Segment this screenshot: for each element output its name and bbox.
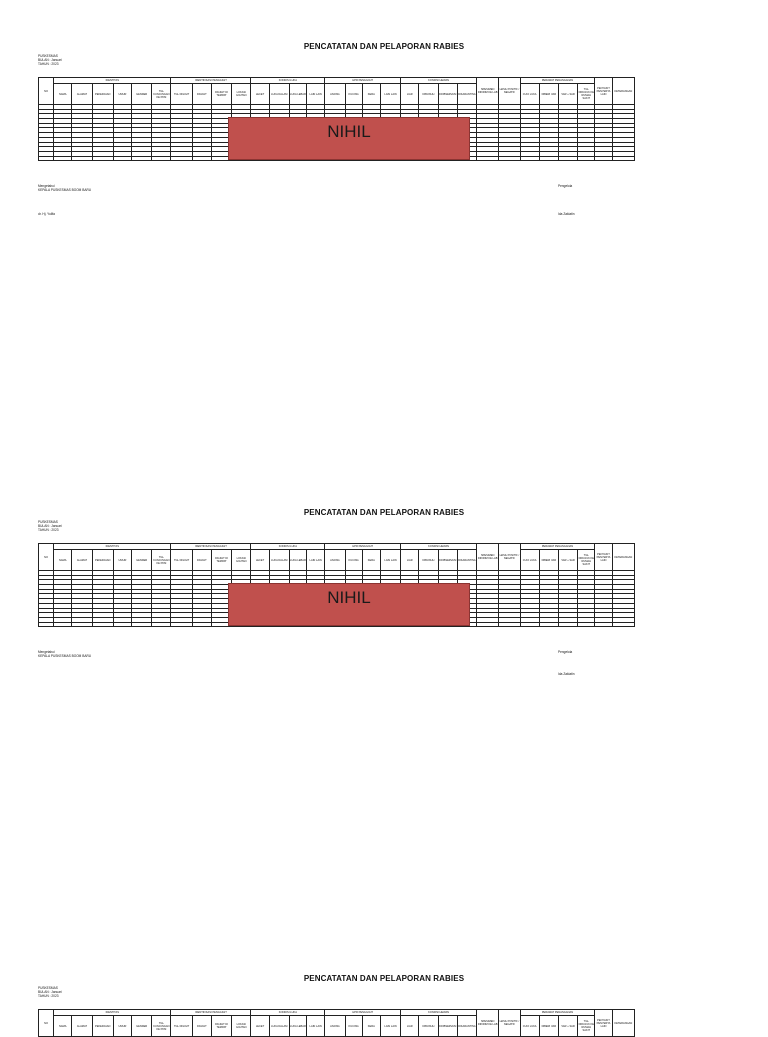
signature-right-name: Ida Zakiatin: [558, 672, 575, 676]
col-no: NO: [39, 1010, 54, 1037]
table-cell: [499, 156, 520, 161]
group-identitas: IDENTITAS: [54, 544, 171, 550]
group-hpr-penggigit: HPR PENGGIGIT: [325, 544, 401, 550]
rabies-table: [38, 1009, 635, 1037]
signature-left: [38, 184, 91, 192]
col-cuci-luka: CUCI LUKA: [520, 84, 539, 105]
col-hasil-lab: HASIL POSITIF / NEGATIF: [499, 78, 520, 105]
col-tgl-kunjungan: TGL KUNJUNGAN KE PKM: [152, 84, 171, 105]
report-title: PENCATATAN DAN PELAPORAN RABIES: [303, 974, 465, 983]
report-info: [38, 986, 62, 999]
group-perawat-penanganan: PERAWAT PENANGANAN: [520, 78, 595, 84]
col-diberi-var: DIBERI VAR: [539, 550, 558, 571]
col-digigit: DIGIGIT: [192, 550, 211, 571]
col-diobservasi: DIOBSERVASI: [438, 550, 457, 571]
table-cell: [92, 156, 113, 161]
col-nama: NAMA: [54, 550, 72, 571]
col-tgl-rujuk: TGL DIRUJUK KE RUMAH SAKIT: [578, 84, 595, 105]
signature-right-name: Ida Zakiatin: [558, 212, 575, 216]
report-sheet-2: [0, 508, 768, 778]
col-liar: LIAR: [401, 550, 419, 571]
col-kera: KERA: [362, 550, 380, 571]
report-title: PENCATATAN DAN PELAPORAN RABIES: [303, 42, 465, 51]
report-sheet-1: [0, 42, 768, 312]
table-cell: [578, 622, 595, 627]
col-anjing: ANJING: [325, 1016, 345, 1037]
col-no: NO: [39, 78, 54, 105]
group-perawat-penanganan: PERAWAT PENANGANAN: [520, 1010, 595, 1016]
group-identifikasi-penggigit: IDENTIFIKASI PENGGIGIT: [171, 1010, 251, 1016]
col-gender: GENDER: [132, 1016, 152, 1037]
col-lecet: LECET: [251, 550, 269, 571]
col-dibunuh: DIBUNUH: [419, 550, 438, 571]
table-cell: [477, 156, 499, 161]
nihil-banner: [228, 583, 470, 626]
table-cell: [539, 622, 558, 627]
table-cell: [54, 156, 72, 161]
col-keterangan: KETERANGAN: [612, 78, 634, 105]
col-lain-lain-luka: LAIN LAIN: [307, 1016, 325, 1037]
col-diberi-var: DIBERI VAR: [539, 84, 558, 105]
report-info: [38, 54, 62, 67]
col-penyakit-lain: PENYAKIT PENYERTA LAIN: [595, 544, 612, 571]
col-no: NO: [39, 544, 54, 571]
col-keterangan: KETERANGAN: [612, 544, 634, 571]
col-luka-dalam: LUKA DALAM: [269, 550, 289, 571]
group-kondisi-hewan: KONDISI HEWAN: [401, 1010, 477, 1016]
col-diberi-var: DIBERI VAR: [539, 1016, 558, 1037]
col-dikarantina: DIKARANTINA: [457, 1016, 476, 1037]
col-kucing: KUCING: [345, 84, 362, 105]
table-cell: [39, 622, 54, 627]
group-identifikasi-penggigit: IDENTIFIKASI PENGGIGIT: [171, 544, 251, 550]
table-sub-header-row: [39, 1016, 635, 1037]
sign-mengetahui: Mengetahui: [38, 650, 55, 654]
col-penyakit-lain: PENYAKIT PENYERTA LAIN: [595, 78, 612, 105]
col-pekerjaan: PEKERJAAN: [92, 550, 113, 571]
col-anjing: ANJING: [325, 550, 345, 571]
report-info: [38, 520, 62, 533]
col-keterangan: KETERANGAN: [612, 1010, 634, 1037]
col-tgl-digigit: TGL DIGIGIT: [171, 84, 192, 105]
col-lain-lain-luka: LAIN LAIN: [307, 84, 325, 105]
info-bulan: BULAN : Januari: [38, 58, 62, 63]
signature-left-name: dr. Hj. Yulifa: [38, 212, 55, 216]
signature-left: [38, 650, 91, 658]
table-sub-header-row: [39, 550, 635, 571]
col-spesimen: SPESIMEN DIKIRIM KE LAB: [477, 78, 499, 105]
table-cell: [113, 156, 131, 161]
col-dibunuh: DIBUNUH: [419, 84, 438, 105]
col-lecet: LECET: [251, 84, 269, 105]
report-sheet-3: [0, 974, 768, 1032]
table-cell: [595, 156, 612, 161]
signature-right: Pengelola: [558, 650, 573, 654]
info-bulan: BULAN : Januari: [38, 524, 62, 529]
info-puskesmas: PUSKESMAS: [38, 986, 58, 990]
col-digigit-ditempat: DIGIGIT DI TEMPAT: [211, 1016, 231, 1037]
col-kucing: KUCING: [345, 550, 362, 571]
col-tgl-digigit: TGL DIGIGIT: [171, 550, 192, 571]
col-diobservasi: DIOBSERVASI: [438, 1016, 457, 1037]
col-cuci-luka: CUCI LUKA: [520, 550, 539, 571]
table-cell: [612, 622, 634, 627]
rabies-table-wrapper: [38, 77, 635, 161]
info-puskesmas: PUSKESMAS: [38, 54, 58, 58]
table-cell: [92, 622, 113, 627]
col-lain-lain-hpr: LAIN LAIN: [380, 84, 400, 105]
col-dikarantina: DIKARANTINA: [457, 84, 476, 105]
nihil-text: NIHIL: [327, 587, 371, 607]
table-cell: [520, 622, 539, 627]
report-title: PENCATATAN DAN PELAPORAN RABIES: [303, 508, 465, 517]
col-tgl-rujuk: TGL DIRUJUK KE RUMAH SAKIT: [578, 550, 595, 571]
info-bulan: BULAN : Januari: [38, 990, 62, 995]
col-hasil-lab: HASIL POSITIF / NEGATIF: [499, 544, 520, 571]
col-luka-lebar: LUKA LEBAR: [289, 84, 306, 105]
col-digigit-ditempat: DIGIGIT DI TEMPAT: [211, 84, 231, 105]
rabies-table-wrapper: [38, 543, 635, 627]
group-hpr-penggigit: HPR PENGGIGIT: [325, 1010, 401, 1016]
col-lecet: LECET: [251, 1016, 269, 1037]
col-pekerjaan: PEKERJAAN: [92, 84, 113, 105]
col-pekerjaan: PEKERJAAN: [92, 1016, 113, 1037]
col-tgl-digigit: TGL DIGIGIT: [171, 1016, 192, 1037]
col-tgl-kunjungan: TGL KUNJUNGAN KE PKM: [152, 1016, 171, 1037]
table-cell: [132, 622, 152, 627]
signature-right: Pengelola: [558, 184, 573, 188]
col-luka-dalam: LUKA DALAM: [269, 1016, 289, 1037]
table-cell: [477, 622, 499, 627]
table-cell: [54, 622, 72, 627]
col-alamat: ALAMAT: [72, 550, 92, 571]
col-kera: KERA: [362, 84, 380, 105]
col-lain-lain-hpr: LAIN LAIN: [380, 1016, 400, 1037]
info-tahun: TAHUN : 2023: [38, 62, 59, 67]
col-alamat: ALAMAT: [72, 1016, 92, 1037]
group-kondisi-luka: KONDISI LUKA: [251, 544, 325, 550]
sign-kepala: KEPALA PUSKESMAS BOOM BARU: [38, 654, 92, 659]
group-hpr-penggigit: HPR PENGGIGIT: [325, 78, 401, 84]
nihil-text: NIHIL: [327, 121, 371, 141]
group-kondisi-luka: KONDISI LUKA: [251, 1010, 325, 1016]
table-cell: [113, 622, 131, 627]
col-luka-lebar: LUKA LEBAR: [289, 550, 306, 571]
table-cell: [539, 156, 558, 161]
sign-mengetahui: Mengetahui: [38, 184, 55, 188]
info-tahun: TAHUN : 2023: [38, 528, 59, 533]
col-lokasi-gigitan: LOKASI GIGITAN: [232, 550, 251, 571]
table-cell: [171, 156, 192, 161]
table-cell: [192, 156, 211, 161]
group-kondisi-hewan: KONDISI HEWAN: [401, 78, 477, 84]
col-gender: GENDER: [132, 84, 152, 105]
table-cell: [152, 156, 171, 161]
sign-kepala: KEPALA PUSKESMAS BOOM BARU: [38, 188, 92, 193]
col-liar: LIAR: [401, 84, 419, 105]
table-cell: [578, 156, 595, 161]
group-perawat-penanganan: PERAWAT PENANGANAN: [520, 544, 595, 550]
group-kondisi-hewan: KONDISI HEWAN: [401, 544, 477, 550]
col-hasil-lab: HASIL POSITIF / NEGATIF: [499, 1010, 520, 1037]
col-liar: LIAR: [401, 1016, 419, 1037]
table-cell: [132, 156, 152, 161]
col-diobservasi: DIOBSERVASI: [438, 84, 457, 105]
table-cell: [152, 622, 171, 627]
col-umur: UMUR: [113, 84, 131, 105]
col-penyakit-lain: PENYAKIT PENYERTA LAIN: [595, 1010, 612, 1037]
group-kondisi-luka: KONDISI LUKA: [251, 78, 325, 84]
col-lokasi-gigitan: LOKASI GIGITAN: [232, 84, 251, 105]
info-tahun: TAHUN : 2023: [38, 994, 59, 999]
col-digigit: DIGIGIT: [192, 84, 211, 105]
col-nama: NAMA: [54, 84, 72, 105]
table-cell: [72, 622, 92, 627]
table-cell: [39, 156, 54, 161]
group-identitas: IDENTITAS: [54, 1010, 171, 1016]
col-nama: NAMA: [54, 1016, 72, 1037]
col-var-sar: VAR + SAR: [558, 1016, 577, 1037]
group-identifikasi-penggigit: IDENTIFIKASI PENGGIGIT: [171, 78, 251, 84]
col-digigit: DIGIGIT: [192, 1016, 211, 1037]
col-luka-dalam: LUKA DALAM: [269, 84, 289, 105]
col-spesimen: SPESIMEN DIKIRIM KE LAB: [477, 544, 499, 571]
table-cell: [558, 622, 577, 627]
col-var-sar: VAR + SAR: [558, 550, 577, 571]
col-var-sar: VAR + SAR: [558, 84, 577, 105]
col-kera: KERA: [362, 1016, 380, 1037]
col-luka-lebar: LUKA LEBAR: [289, 1016, 306, 1037]
col-gender: GENDER: [132, 550, 152, 571]
col-dikarantina: DIKARANTINA: [457, 550, 476, 571]
col-spesimen: SPESIMEN DIKIRIM KE LAB: [477, 1010, 499, 1037]
col-lain-lain-hpr: LAIN LAIN: [380, 550, 400, 571]
col-cuci-luka: CUCI LUKA: [520, 1016, 539, 1037]
col-tgl-kunjungan: TGL KUNJUNGAN KE PKM: [152, 550, 171, 571]
table-cell: [520, 156, 539, 161]
col-umur: UMUR: [113, 550, 131, 571]
group-identitas: IDENTITAS: [54, 78, 171, 84]
table-cell: [558, 156, 577, 161]
col-alamat: ALAMAT: [72, 84, 92, 105]
table-cell: [192, 622, 211, 627]
table-cell: [171, 622, 192, 627]
table-cell: [72, 156, 92, 161]
col-dibunuh: DIBUNUH: [419, 1016, 438, 1037]
col-digigit-ditempat: DIGIGIT DI TEMPAT: [211, 550, 231, 571]
col-umur: UMUR: [113, 1016, 131, 1037]
rabies-table-wrapper: [38, 1009, 635, 1037]
table-cell: [612, 156, 634, 161]
col-lain-lain-luka: LAIN LAIN: [307, 550, 325, 571]
table-cell: [595, 622, 612, 627]
table-cell: [499, 622, 520, 627]
nihil-banner: [228, 117, 470, 160]
col-tgl-rujuk: TGL DIRUJUK KE RUMAH SAKIT: [578, 1016, 595, 1037]
col-lokasi-gigitan: LOKASI GIGITAN: [232, 1016, 251, 1037]
col-anjing: ANJING: [325, 84, 345, 105]
info-puskesmas: PUSKESMAS: [38, 520, 58, 524]
table-sub-header-row: [39, 84, 635, 105]
col-kucing: KUCING: [345, 1016, 362, 1037]
